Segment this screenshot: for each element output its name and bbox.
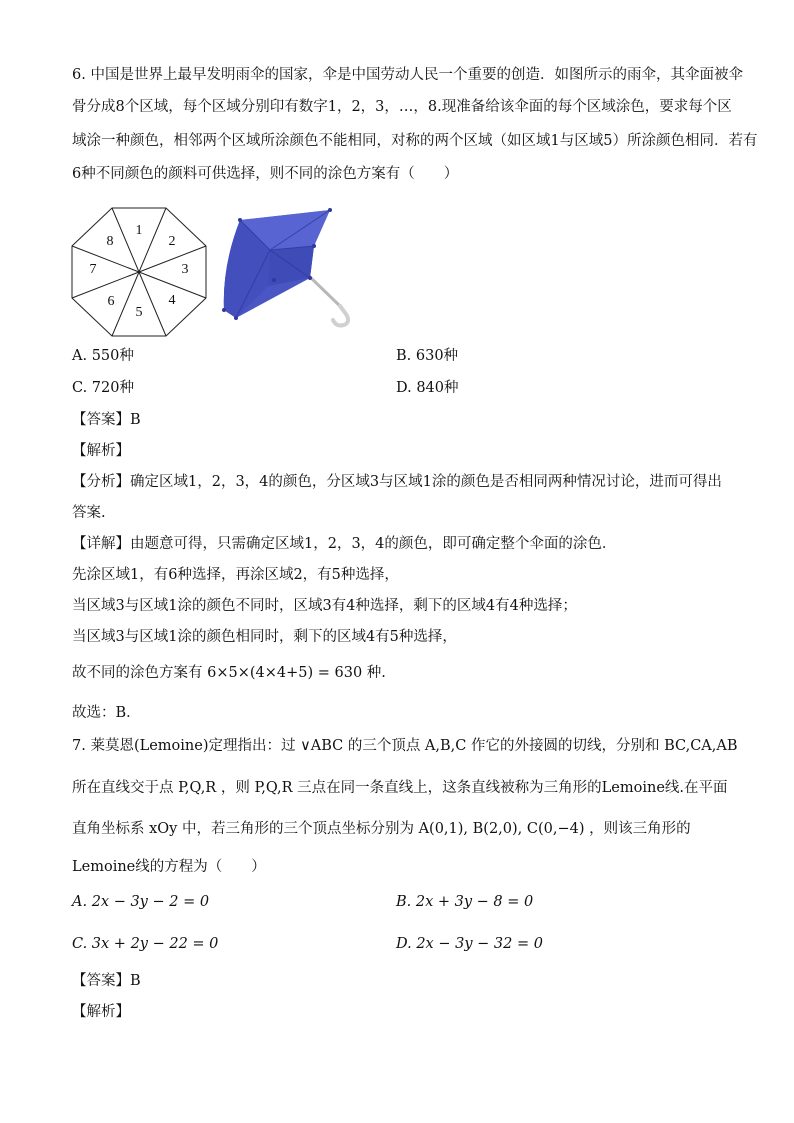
q7-answer: 【答案】B xyxy=(72,973,141,989)
q7-line-4: Lemoine线的方程为（ ） xyxy=(72,859,266,875)
region-label-2: 2 xyxy=(168,234,176,249)
region-label-1: 1 xyxy=(135,223,143,238)
q7-option-b: B. 2x + 3y − 8 = 0 xyxy=(396,894,534,910)
umbrella-image xyxy=(218,206,360,330)
region-label-3: 3 xyxy=(181,262,189,277)
umbrella-handle xyxy=(333,306,348,325)
region-label-8: 8 xyxy=(106,234,114,249)
q6-xiangjie-line-3: 当区域3与区域1涂的颜色不同时，区域3有4种选择，剩下的区域4有4种选择； xyxy=(72,598,577,614)
q6-xiangjie-line-6: 故选：B． xyxy=(72,705,141,721)
region-label-5: 5 xyxy=(135,305,143,320)
q6-option-d: D. 840种 xyxy=(396,380,459,396)
q7-option-c: C. 3x + 2y − 22 = 0 xyxy=(72,936,219,952)
q6-xiangjie-line-2: 先涂区域1，有6种选择，再涂区域2，有5种选择， xyxy=(72,567,399,583)
q6-option-c: C. 720种 xyxy=(72,380,134,396)
q6-xiangjie-line-5: 故不同的涂色方案有 6×5×(4×4+5) = 630 种. xyxy=(72,665,386,681)
region-label-6: 6 xyxy=(107,294,115,309)
region-label-7: 7 xyxy=(89,262,97,277)
q7-option-a: A. 2x − 3y − 2 = 0 xyxy=(72,894,210,910)
octagon-diagram xyxy=(70,206,208,338)
q6-answer: 【答案】B xyxy=(72,412,141,428)
q6-option-a: A. 550种 xyxy=(72,348,134,364)
q6-xiangjie-line-4: 当区域3与区域1涂的颜色相同时，剩下的区域4有5种选择， xyxy=(72,629,457,645)
q7-line-2: 所在直线交于点 P,Q,R ，则 P,Q,R 三点在同一条直线上，这条直线被称为三角形的Lemoine线.在平面 xyxy=(72,780,728,796)
q6-line-4: 6种不同颜色的颜料可供选择，则不同的涂色方案有（ ） xyxy=(72,166,459,182)
q7-line-1: 7. 莱莫恩(Lemoine)定理指出：过 ∨ABC 的三个顶点 A,B,C 作它的外接圆的切线，分别和 BC,CA,AB xyxy=(72,738,738,754)
q6-line-3: 域涂一种颜色，相邻两个区域所涂颜色不能相同，对称的两个区域（如区域1与区域5）所涂颜色相同．若有 xyxy=(72,133,758,149)
q7-option-d: D. 2x − 3y − 32 = 0 xyxy=(396,936,543,952)
q7-line-3: 直角坐标系 xOy 中，若三角形的三个顶点坐标分别为 A(0,1), B(2,0), C(0,−4) ，则该三角形的 xyxy=(72,821,691,837)
q6-option-b: B. 630种 xyxy=(396,348,459,364)
q6-fenxi-line-1: 【分析】确定区域1，2，3，4的颜色，分区域3与区域1涂的颜色是否相同两种情况讨论，进而可得出 xyxy=(72,474,722,490)
region-label-4: 4 xyxy=(168,293,176,308)
q6-line-1: 6. 中国是世界上最早发明雨伞的国家，伞是中国劳动人民一个重要的创造．如图所示的雨伞，其伞面被伞 xyxy=(72,67,743,83)
q7-analysis-header: 【解析】 xyxy=(72,1004,130,1020)
q6-line-2: 骨分成8个区域，每个区域分别印有数字1，2，3，…，8.现准备给该伞面的每个区域涂色，要求每个区 xyxy=(72,99,732,115)
q6-xiangjie-line-1: 【详解】由题意可得，只需确定区域1，2，3，4的颜色，即可确定整个伞面的涂色． xyxy=(72,536,617,552)
q6-fenxi-line-2: 答案. xyxy=(72,505,106,521)
q6-analysis-header: 【解析】 xyxy=(72,443,130,459)
